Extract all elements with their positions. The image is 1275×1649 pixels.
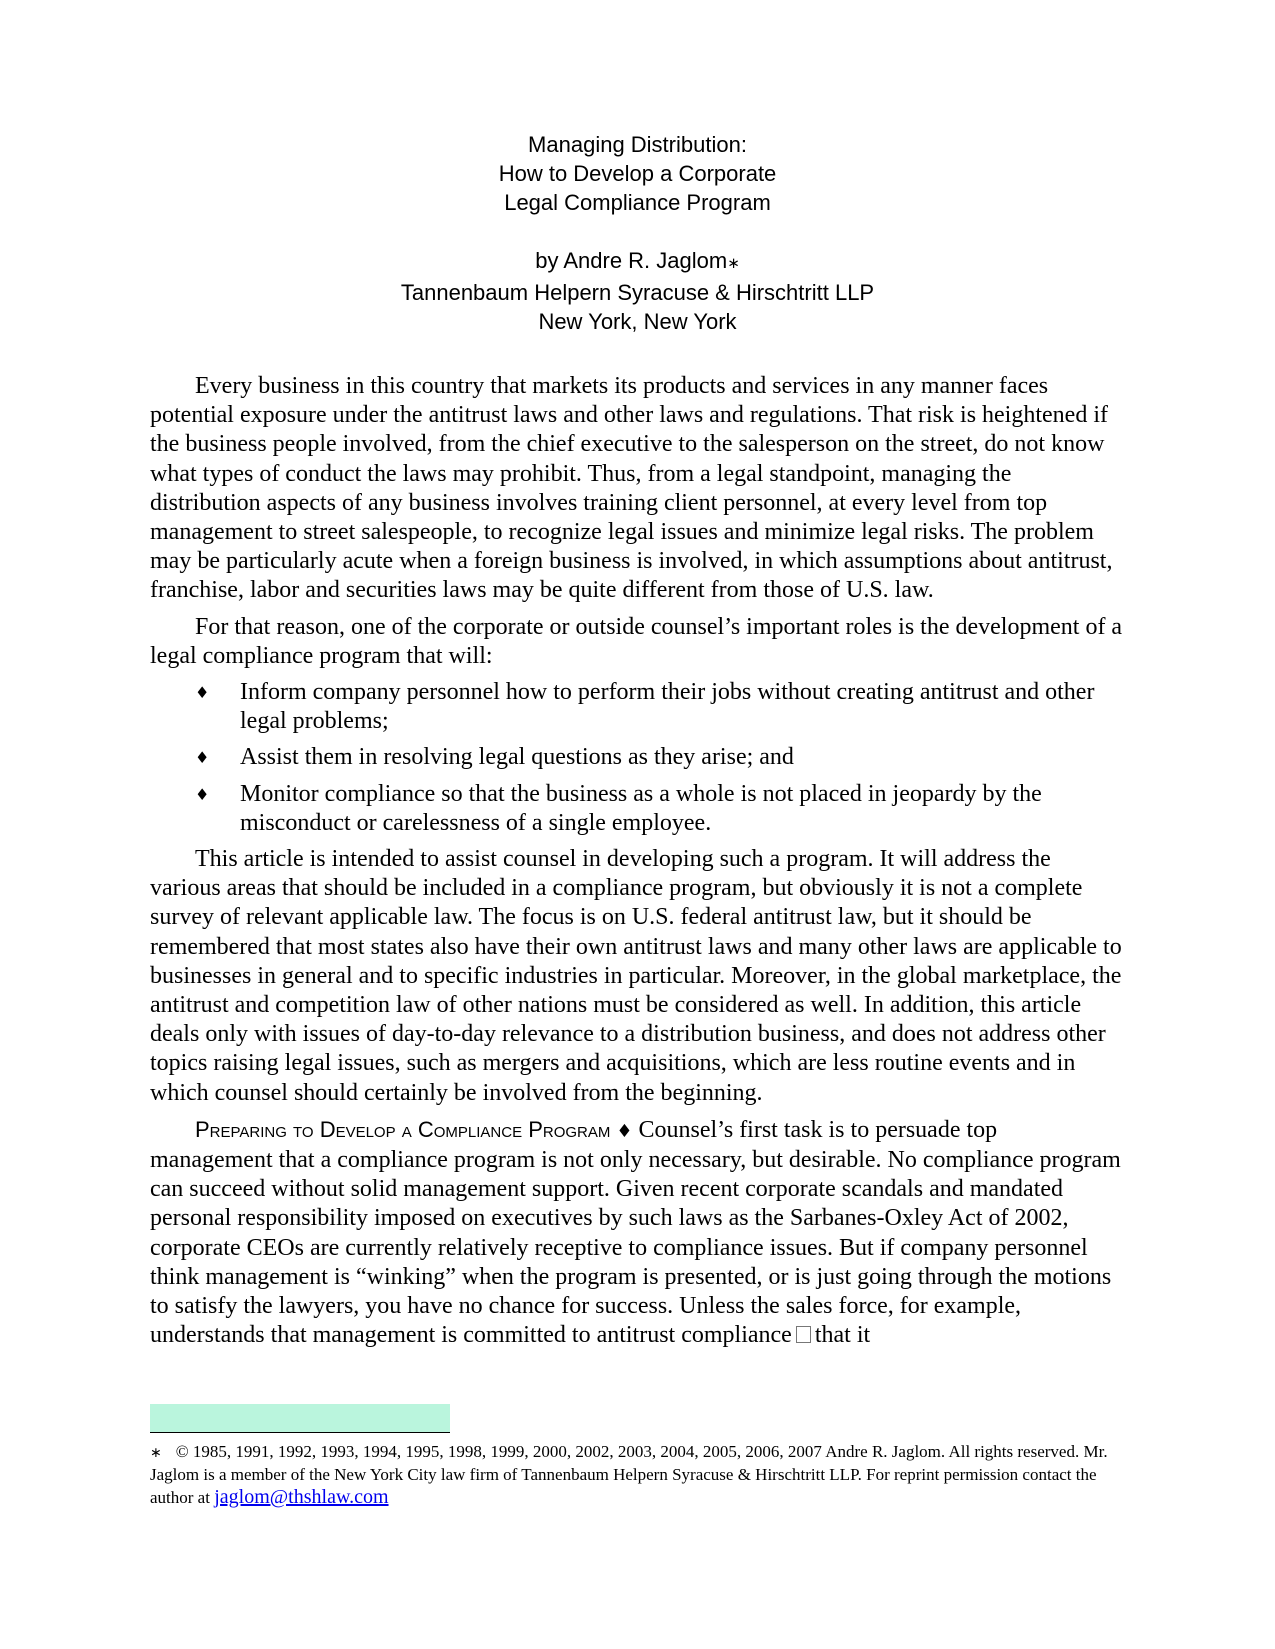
paragraph-4-tail: that it bbox=[814, 1322, 871, 1349]
paragraph-4 bbox=[150, 1115, 1125, 1351]
author-byline: by Andre R. Jaglom bbox=[535, 248, 728, 273]
title-spacer bbox=[0, 217, 1275, 246]
paragraph-2: For that reason, one of the corporate or outside counsel’s important roles is the development of a legal compliance program that will: bbox=[150, 613, 1123, 669]
title-line-3: Legal Compliance Program bbox=[504, 190, 771, 215]
article-body bbox=[150, 372, 1125, 1358]
author-location: New York, New York bbox=[538, 309, 737, 334]
list-item bbox=[150, 780, 1125, 838]
list-item-text: Inform company personnel how to perform their jobs without creating antitrust and other legal problems; bbox=[240, 679, 1095, 735]
title-block bbox=[0, 130, 1275, 336]
footnote-highlight bbox=[150, 1404, 450, 1432]
list-item-text: Assist them in resolving legal questions as they arise; and bbox=[240, 744, 794, 771]
diamond-bullet-icon: ♦ bbox=[195, 784, 210, 804]
diamond-bullet-icon: ♦ bbox=[195, 683, 210, 703]
footnote bbox=[150, 1441, 1120, 1509]
diamond-bullet-icon: ♦ bbox=[195, 748, 210, 768]
paragraph-1: Every business in this country that markets its products and services in any manner faces potential exposure under the antitrust laws and other laws and regulations. That risk is heightened if the business people involved, from the chief executive to the salesperson on the street, do not know what types of conduct the laws may prohibit. Thus, from a legal standpoint, managing the distribution aspects of any business involves training client personnel, at every level from top management to street salespeople, to recognize legal issues and minimize legal risks. The problem may be particularly acute when a foreign business is involved, in which assumptions about antitrust, franchise, labor and securities laws may be quite different from those of U.S. law. bbox=[150, 373, 1113, 604]
footnote-marker: ∗ bbox=[150, 1445, 162, 1461]
author-byline-line bbox=[0, 246, 1275, 278]
author-firm: Tannenbaum Helpern Syracuse & Hirschtritt LLP bbox=[400, 280, 875, 305]
paragraph-4-text: Counsel’s first task is to persuade top management that a compliance program is not only necessary, but desirable. No compliance program can succeed without solid management support. Given recent corporate scandals and mandated personal responsibility imposed on executives by such laws as the Sarbanes-Oxley Act of 2002, corporate CEOs are currently relatively receptive to compliance issues. But if company personnel think management is “winking” when the program is presented, or is just going through the motions to satisfy the lawyers, you have no chance for success. Unless the sales force, for example, understands that management is committed to antitrust compliance bbox=[150, 1116, 1121, 1349]
section-separator-icon: ♦ bbox=[616, 1120, 633, 1142]
list-item-text: Monitor compliance so that the business as a whole is not placed in jeopardy by the misconduct or carelessness of a single employee. bbox=[240, 780, 1042, 836]
missing-glyph-icon bbox=[796, 1326, 811, 1343]
footnote-text: © 1985, 1991, 1992, 1993, 1994, 1995, 1998, 1999, 2000, 2002, 2003, 2004, 2005, 2006, 2007 Andre R. Jaglom. All rights reserved. Mr. Jaglom is a member of the New York City law firm of Tannenbaum Helpern Syracuse & Hirschtritt LLP. For reprint permission contact the author at bbox=[150, 1442, 1108, 1507]
section-heading: Preparing to Develop a Compliance Program bbox=[195, 1116, 611, 1142]
footnote-divider bbox=[150, 1432, 450, 1433]
bullet-list bbox=[150, 678, 1125, 838]
paragraph-3: This article is intended to assist counsel in developing such a program. It will address the various areas that should be included in a compliance program, but obviously it is not a complete survey of relevant applicable law. The focus is on U.S. federal antitrust law, but it should be remembered that most states also have their own antitrust laws and many other laws are applicable to businesses in general and to specific industries in particular. Moreover, in the global marketplace, the antitrust and competition law of other nations must be considered as well. In addition, this article deals only with issues of day-to-day relevance to a distribution business, and does not address other topics raising legal issues, such as mergers and acquisitions, which are less routine events and in which counsel should certainly be involved from the beginning. bbox=[150, 846, 1122, 1106]
list-item bbox=[150, 743, 1125, 772]
list-item bbox=[150, 678, 1125, 736]
author-footnote-marker: ∗ bbox=[727, 254, 740, 272]
title-line-2: How to Develop a Corporate bbox=[498, 161, 777, 186]
title-line-1: Managing Distribution: bbox=[528, 132, 747, 157]
author-email-link[interactable]: jaglom@thshlaw.com bbox=[214, 1486, 389, 1508]
